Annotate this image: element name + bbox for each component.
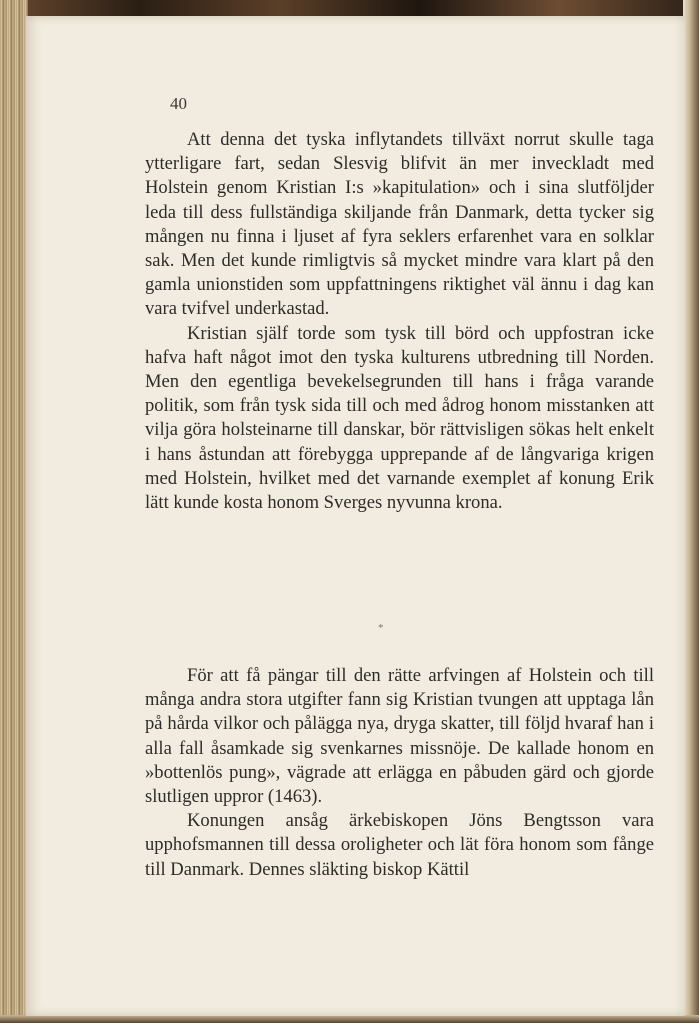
section-separator: * xyxy=(378,622,384,634)
paragraph: Kristian själf torde som tysk till börd och uppfostran icke hafva haft något imot den tyska kulturens utbredning till Norden. Men den egentliga bevekelsegrunden till hans i fråga varande politik, som från tysk sida till och med ådrog honom misstanken att vilja göra holsteinarne till danskar, bör rättvisligen sökas helt enkelt i hans åstundan att förebygga upprepande af de långvariga krigen med Holstein, hvilket med det varnande exemplet af konung Erik lätt kunde kosta honom Sverges nyvunna krona. xyxy=(145,322,654,514)
book-bottom-edge xyxy=(0,1015,699,1023)
book-page xyxy=(26,16,685,1016)
paragraph: Konungen ansåg ärkebiskopen Jöns Bengtsson vara upphofsmannen till dessa oroligheter och lät föra honom som fånge till Danmark. Dennes släkting biskop Kättil xyxy=(145,810,654,880)
paragraph: För att få pängar till den rätte arfvingen af Holstein och till många andra stora utgifter fann sig Kristian tvungen att upptaga lån på hårda vilkor och pålägga nya, dryga skatter, till följd hvaraf han i alla fall åsamkade sig svenkarnes missnöje. De kallade honom en »bottenlös pung», vägrade att erlägga en påbuden gärd och gjorde slutligen uppror (1463). xyxy=(145,665,654,808)
text-section-1 xyxy=(145,128,654,515)
paragraph: Att denna det tyska inflytandets tillväxt norrut skulle taga ytterligare fart, sedan Slesvig blifvit än mer inveckladt med Holstein genom Kristian I:s »kapitulation» och i sina slutföljder leda till dess fullständiga skiljande från Danmark, detta tycker sig mången nu finna i ljuset af fyra seklers erfarenhet vara en solklar sak. Men det kunde rimligtvis så mycket mindre vara klart på den gamla unionstiden som uppfattningens riktighet väl ännu i dag kan vara tvifvel underkastad. xyxy=(145,129,654,320)
page-number: 40 xyxy=(170,94,187,113)
text-section-2 xyxy=(145,664,654,882)
book-right-edge xyxy=(683,0,699,1023)
book-spine-edge xyxy=(0,0,28,1023)
